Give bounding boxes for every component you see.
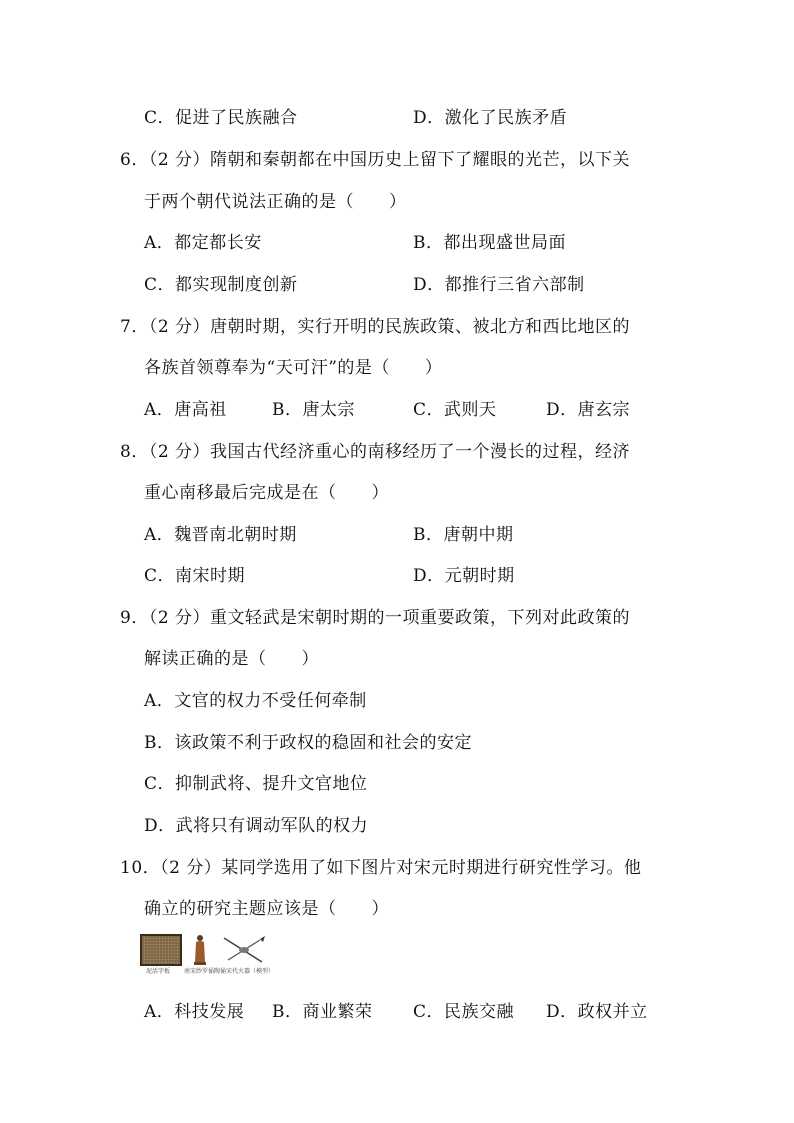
q7-option-c: C．武则天 (413, 400, 497, 420)
q8-stem-line-1: 8．（2 分）我国古代经济重心的南移经历了一个漫长的过程，经济 (120, 442, 631, 462)
q9-option-d: D．武将只有调动军队的权力 (144, 816, 369, 836)
q10-option-c: C．民族交融 (413, 1002, 515, 1022)
q6-stem-line-1: 6．（2 分）隋朝和秦朝都在中国历史上留下了耀眼的光芒，以下关 (120, 150, 631, 170)
q7-stem-line-1: 7．（2 分）唐朝时期，实行开明的民族政策、被北方和西比地区的 (120, 317, 631, 337)
q9-option-c: C．抑制武将、提升文官地位 (144, 774, 368, 794)
q6-stem-line-2: 于两个朝代说法正确的是（ ） (144, 192, 407, 212)
q8-option-c: C．南宋时期 (144, 566, 246, 586)
q7-option-d: D．唐玄宗 (546, 400, 631, 420)
movable-type-block-image (140, 934, 182, 966)
q6-option-b: B．都出现盛世局面 (413, 233, 566, 253)
q10-option-b: B．商业繁荣 (272, 1002, 373, 1022)
firearm-model-caption: 宋代火器（模型） (226, 968, 275, 975)
q7-option-a: A．唐高祖 (144, 400, 227, 420)
pottery-figure-image (190, 934, 210, 966)
q8-option-b: B．唐朝中期 (413, 525, 514, 545)
q8-option-d: D．元朝时期 (413, 566, 515, 586)
q6-option-a: A．都定都长安 (144, 233, 262, 253)
q10-stem-line-1: 10．（2 分）某同学选用了如下图片对宋元时期进行研究性学习。他 (120, 858, 642, 878)
q6-option-d: D．都推行三省六部制 (413, 275, 585, 295)
movable-type-caption: 泥活字板 (146, 968, 171, 975)
q5-option-c: C．促进了民族融合 (144, 108, 298, 128)
pottery-figure-caption: 南宋纱罗俑陶俑 (184, 968, 227, 975)
q10-image-strip (140, 934, 275, 975)
q10-option-d: D．政权并立 (546, 1002, 648, 1022)
q9-stem-line-1: 9．（2 分）重文轻武是宋朝时期的一项重要政策，下列对此政策的 (120, 608, 631, 628)
q9-stem-line-2: 解读正确的是（ ） (144, 649, 319, 669)
q9-option-b: B．该政策不利于政权的稳固和社会的安定 (144, 733, 472, 753)
q6-option-c: C．都实现制度创新 (144, 275, 298, 295)
q8-option-a: A．魏晋南北朝时期 (144, 525, 297, 545)
q5-option-d: D．激化了民族矛盾 (413, 108, 568, 128)
q10-stem-line-2: 确立的研究主题应该是（ ） (144, 899, 389, 919)
q10-option-a: A．科技发展 (144, 1002, 245, 1022)
q7-option-b: B．唐太宗 (272, 400, 355, 420)
q9-option-a: A．文官的权力不受任何牵制 (144, 691, 367, 711)
q8-stem-line-2: 重心南移最后完成是在（ ） (144, 483, 389, 503)
firearm-model-image (222, 934, 266, 966)
q7-stem-line-2: 各族首领尊奉为“天可汗”的是（ ） (144, 358, 443, 378)
